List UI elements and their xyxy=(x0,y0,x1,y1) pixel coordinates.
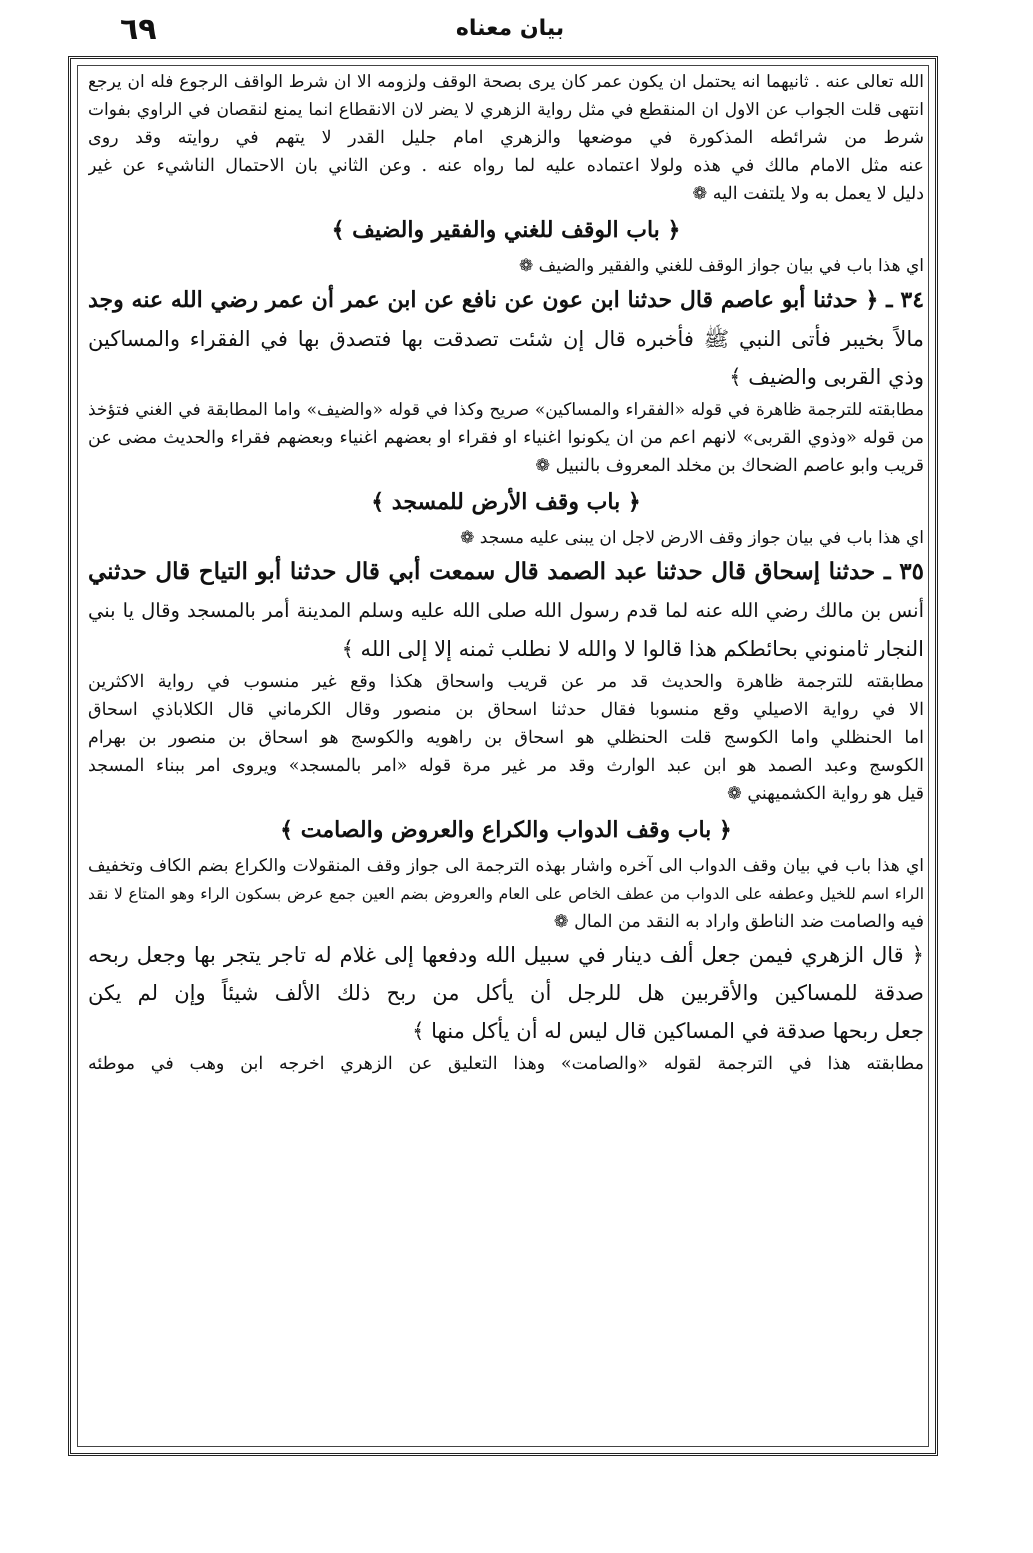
hadith-closing-line: جعل ربحها صدقة في المساكين قال ليس له أن يأكل منها ﴾ xyxy=(412,1019,924,1043)
body-line-last: قيل هو رواية الكشميهني ❁ xyxy=(727,784,924,804)
page-content xyxy=(88,68,924,1078)
hadith-closing-line: النجار ثامنوني بحائطكم هذا قالوا لا والله لا نطلب ثمنه إلا إلى الله ﴾ xyxy=(341,637,924,661)
page-header xyxy=(60,8,960,48)
chapter-heading: ﴿ باب الوقف للغني والفقير والضيف ﴾ xyxy=(331,217,681,243)
body-line: اي هذا باب في بيان وقف الدواب الى آخره واشار بهذه الترجمة الى جواز وقف المنقولات والكراع بضم الكاف وتخفيف xyxy=(88,856,924,876)
body-line: من قوله «وذوي القربى» لانهم اعم من ان يكونوا اغنياء او فقراء او بعضهم اغنياء وبعضهم فقراء والحديث مضى عن xyxy=(88,428,924,448)
hadith-line: مالاً بخيبر فأتى النبي ﷺ فأخبره قال إن شئت تصدقت بها فتصدق بها في الفقراء والمساكين xyxy=(88,327,924,351)
body-line: شرط من شرائطه المذكورة في موضعها والزهري امام جليل القدر لا يتهم في روايته وقد روى xyxy=(88,128,924,148)
page-number: ٦٩ xyxy=(120,12,157,47)
body-line: مطابقته للترجمة ظاهرة والحديث قد مر عن قريب واسحاق هكذا وقع غير منسوب في رواية الاكثرين xyxy=(88,672,924,692)
body-line-last: قريب وابو عاصم الضحاك بن مخلد المعروف بالنبيل ❁ xyxy=(535,456,924,476)
body-line: الراء اسم للخيل وعطفه على الدواب من عطف الخاص على العام والعروض بضم العين جمع عرض بسكون الراء وهو المتاع لا نقد xyxy=(88,885,924,903)
body-line: انتهى قلت الجواب عن الاول ان المنقطع في مثل رواية الزهري لا يضر لان الانقطاع انما يمنع لنقصان في الراوي بفوات xyxy=(88,100,924,120)
running-title: بيان معناه xyxy=(455,16,565,41)
body-line: الله تعالى عنه . ثانيهما انه يحتمل ان يكون عمر كان يرى بصحة الوقف ولزومه الا ان شرط الواقف الرجوع فله ان يرجع xyxy=(88,72,924,92)
chapter-heading: ﴿ باب وقف الدواب والكراع والعروض والصامت ﴾ xyxy=(280,817,732,843)
body-line-last: دليل لا يعمل به ولا يلتفت اليه ❁ xyxy=(692,184,924,204)
hadith-closing-line: وذي القربى والضيف ﴾ xyxy=(729,365,924,389)
hadith-opening-line: ٣٤ ـ ﴿ حدثنا أبو عاصم قال حدثنا ابن عون عن نافع عن ابن عمر أن عمر رضي الله عنه وجد xyxy=(88,287,924,313)
body-line: اما الحنظلي واما الكوسج قلت الحنظلي هو اسحاق بن راهويه والكوسج هو اسحاق بن منصور بن بهرام xyxy=(88,728,924,748)
chapter-explanation: اي هذا باب في بيان جواز الوقف للغني والفقير والضيف ❁ xyxy=(518,256,924,276)
body-line: مطابقته هذا في الترجمة لقوله «والصامت» وهذا التعليق عن الزهري اخرجه ابن وهب في موطئه xyxy=(88,1054,924,1074)
hadith-line: أنس بن مالك رضي الله عنه لما قدم رسول الله صلى الله عليه وسلم المدينة أمر بالمسجد وقال يا بني xyxy=(88,599,924,622)
hadith-line: ﴿ قال الزهري فيمن جعل ألف دينار في سبيل الله ودفعها إلى غلام له تاجر يتجر بها وجعل ربحه xyxy=(88,943,924,967)
body-line-last: فيه والصامت ضد الناطق واراد به النقد من المال ❁ xyxy=(553,912,924,932)
body-line: عنه مثل الامام مالك في هذه ولولا اعتماده عليه لما رواه عنه . وعن الثاني بان الاحتمال الناشيء عن غير xyxy=(88,156,924,176)
body-line: الا في رواية الاصيلي وقع منسوبا فقال حدثنا اسحاق بن منصور وقال الكرماني قال الكلاباذي اسحاق xyxy=(88,700,924,720)
hadith-line: صدقة للمساكين والأقربين هل للرجل أن يأكل من ربح ذلك الألف شيئاً وإن لم يكن xyxy=(88,981,924,1005)
chapter-explanation: اي هذا باب في بيان جواز وقف الارض لاجل ان يبنى عليه مسجد ❁ xyxy=(460,528,924,548)
body-line: مطابقته للترجمة ظاهرة في قوله «الفقراء والمساكين» صريح وكذا في قوله «والضيف» واما المطابقة في الغني فتؤخذ xyxy=(88,400,924,420)
chapter-heading: ﴿ باب وقف الأرض للمسجد ﴾ xyxy=(371,489,641,515)
body-line: الكوسج وعبد الصمد هو ابن عبد الوارث وقد مر غير مرة قوله «امر بالمسجد» ويروى امر ببناء المسجد xyxy=(88,756,924,776)
hadith-opening-line: ٣٥ ـ حدثنا إسحاق قال حدثنا عبد الصمد قال سمعت أبي قال حدثنا أبو التياح قال حدثني xyxy=(88,558,924,585)
